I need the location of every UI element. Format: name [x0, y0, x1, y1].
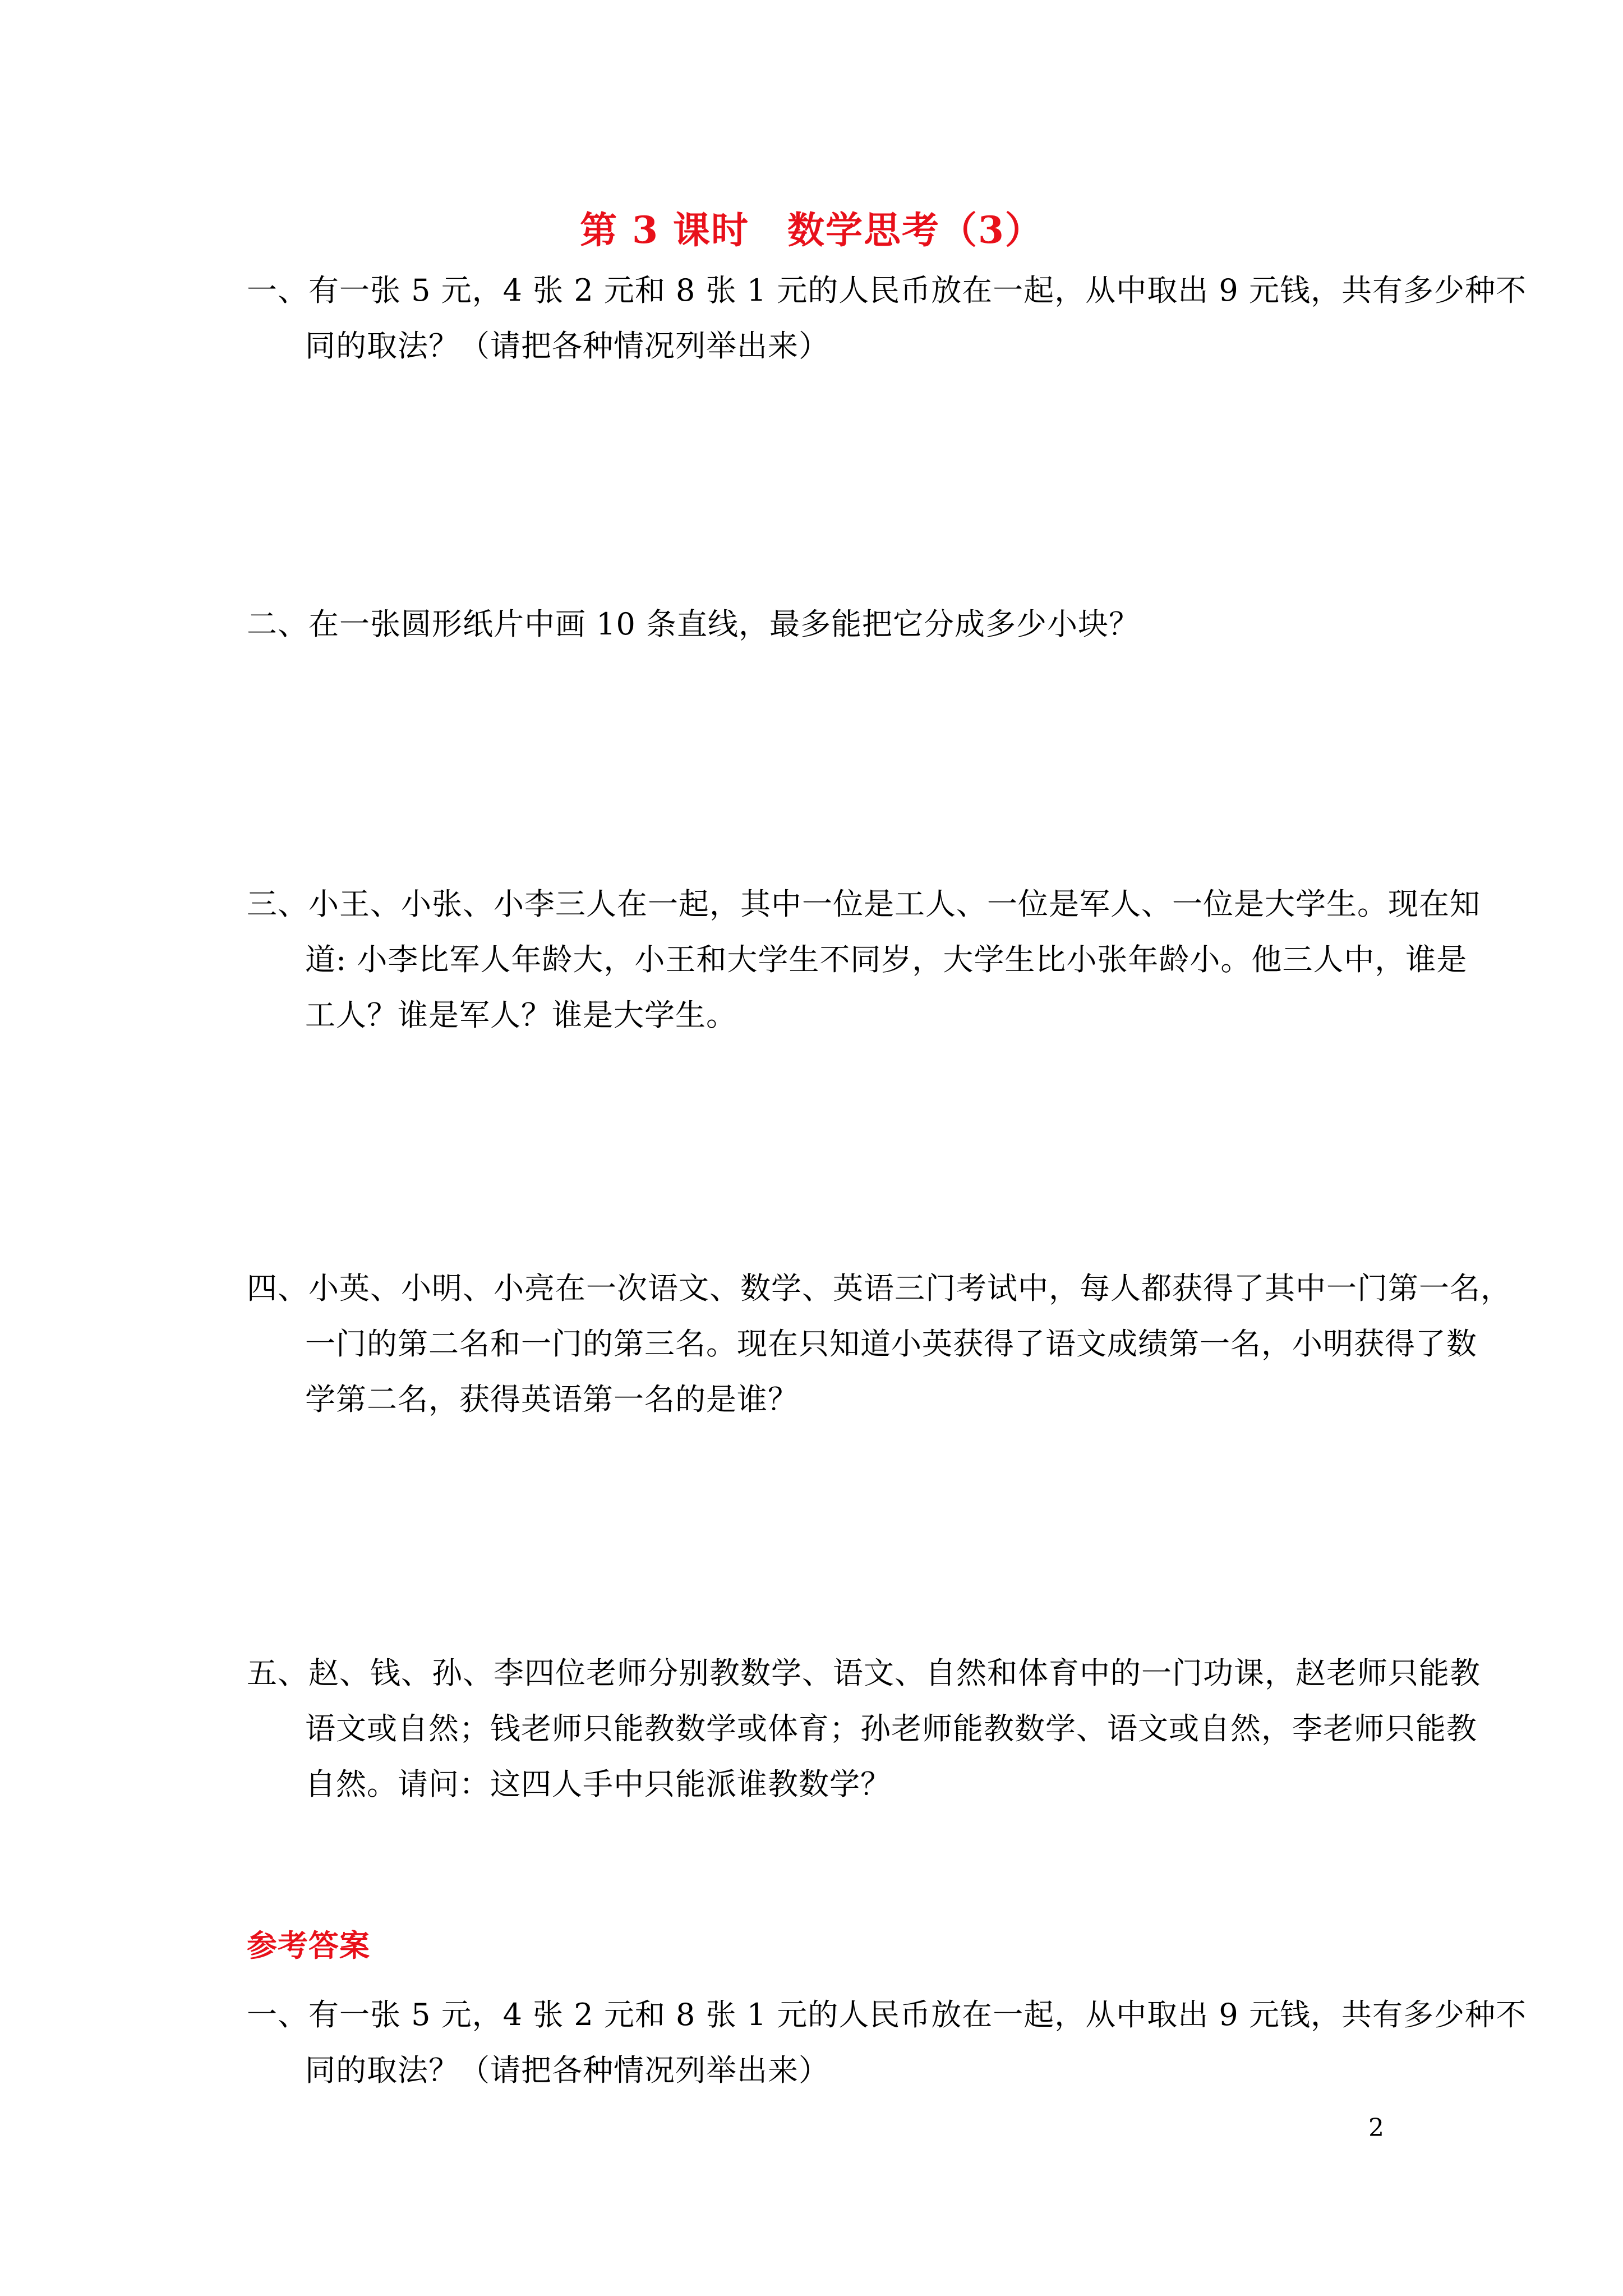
question-4-line-2: 一门的第二名和一门的第三名。现在只知道小英获得了语文成绩第一名，小明获得了数 — [305, 1326, 1477, 1361]
answer-heading: 参考答案 — [247, 1927, 370, 1963]
question-1 — [247, 263, 1527, 374]
question-3-line-2: 道: 小李比军人年龄大，小王和大学生不同岁，大学生比小张年龄小。他三人中，谁是 — [305, 942, 1468, 977]
question-2-line-1: 二、在一张圆形纸片中画 10 条直线，最多能把它分成多少小块？ — [247, 606, 1140, 642]
question-5-line-3: 自然。请问：这四人手中只能派谁教数学？ — [305, 1766, 891, 1802]
page-number: 2 — [1368, 2114, 1384, 2142]
question-5-line-1: 五、赵、钱、孙、李四位老师分别教数学、语文、自然和体育中的一门功课，赵老师只能教 — [247, 1655, 1481, 1691]
question-2 — [247, 596, 1402, 652]
answer-1-line-1: 一、有一张 5 元，4 张 2 元和 8 张 1 元的人民币放在一起，从中取出 9 元钱，共有多少种不 — [247, 1997, 1527, 2032]
question-5 — [247, 1645, 1481, 1812]
question-5-line-2: 语文或自然；钱老师只能教数学或体育；孙老师能教数学、语文或自然，李老师只能教 — [305, 1711, 1477, 1746]
question-1-line-1: 一、有一张 5 元，4 张 2 元和 8 张 1 元的人民币放在一起，从中取出 9 元钱，共有多少种不 — [247, 273, 1527, 308]
question-1-line-2: 同的取法？（请把各种情况列举出来） — [305, 328, 829, 364]
page-title: 第 3 课时 数学思考（3） — [580, 208, 1043, 252]
question-4-line-1: 四、小英、小明、小亮在一次语文、数学、英语三门考试中，每人都获得了其中一门第一名， — [247, 1271, 1511, 1306]
question-3-line-3: 工人？谁是军人？谁是大学生。 — [305, 997, 737, 1033]
question-4-line-3: 学第二名，获得英语第一名的是谁？ — [305, 1382, 799, 1417]
answer-1 — [247, 1987, 1527, 2098]
question-3-line-1: 三、小王、小张、小李三人在一起，其中一位是工人、一位是军人、一位是大学生。现在知 — [247, 886, 1481, 922]
question-3 — [247, 876, 1481, 1043]
question-4 — [247, 1260, 1511, 1427]
answer-1-line-2: 同的取法？（请把各种情况列举出来） — [305, 2053, 829, 2088]
